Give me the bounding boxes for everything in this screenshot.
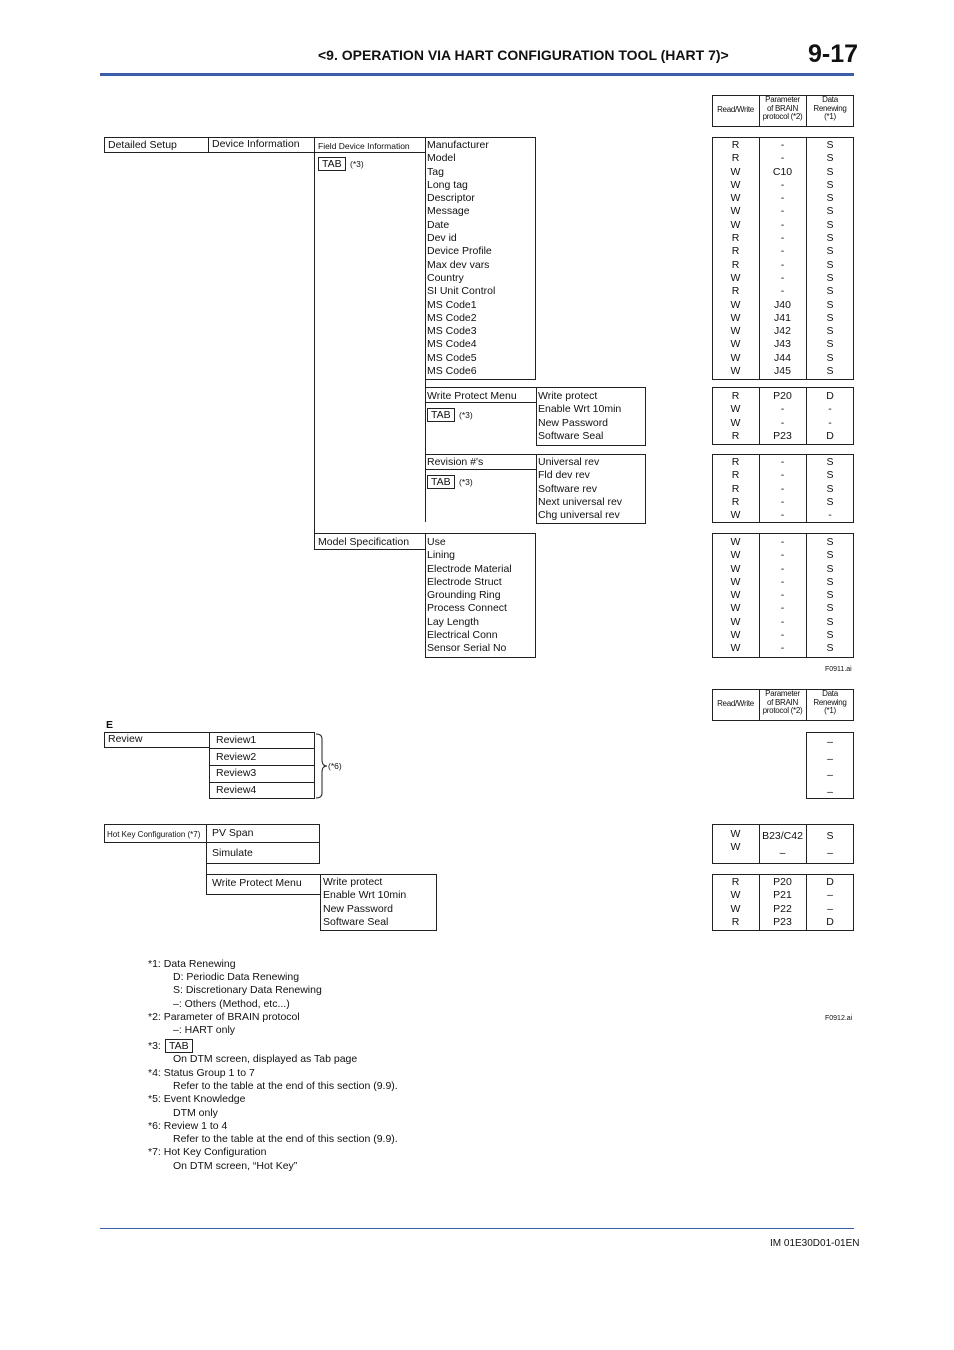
menu-item[interactable]: Fld dev rev — [538, 469, 590, 482]
table-cell: - — [780, 562, 785, 575]
review[interactable]: Review — [108, 733, 143, 745]
hk-param-col — [759, 828, 806, 862]
review-renew-col — [806, 734, 854, 800]
table-cell: - — [780, 589, 785, 602]
wp-list — [538, 390, 621, 443]
simulate[interactable]: Simulate — [212, 847, 253, 859]
table-cell: - — [780, 536, 785, 548]
table-cell: R — [731, 495, 740, 508]
table-cell: S — [826, 192, 834, 205]
table-cell: S — [826, 456, 834, 468]
table-cell: W — [730, 178, 741, 191]
menu-item[interactable]: New Password — [538, 416, 609, 429]
menu-item[interactable]: Write protect — [323, 876, 383, 888]
fdi-list — [427, 139, 495, 378]
table-cell: - — [780, 642, 785, 655]
table-cell: - — [780, 245, 785, 258]
wp-rw-col — [712, 876, 759, 929]
table-cell: S — [826, 365, 834, 378]
table-cell: S — [826, 536, 834, 548]
table-cell: - — [780, 602, 785, 615]
table-cell: R — [731, 139, 740, 151]
table-cell: D — [826, 390, 834, 402]
page-number: 9-17 — [808, 40, 859, 68]
menu-item[interactable]: MS Code2 — [427, 311, 477, 324]
table-cell: W — [730, 271, 741, 284]
table-cell: - — [780, 575, 785, 588]
table-cell: - — [780, 218, 785, 231]
table-cell: W — [730, 902, 741, 915]
table-cell: – — [827, 752, 833, 765]
table-cell: R — [731, 152, 740, 165]
menu-item[interactable]: MS Code4 — [427, 338, 477, 351]
menu-item[interactable]: Electrical Conn — [427, 629, 498, 642]
note: *5: Event Knowledge — [148, 1093, 246, 1105]
table-cell: S — [826, 575, 834, 588]
table-cell: - — [780, 192, 785, 205]
revision[interactable]: Revision #'s — [427, 456, 484, 468]
wp-renew-col — [806, 876, 854, 929]
ms-param-col — [759, 536, 806, 656]
fdi-renew-col — [806, 139, 854, 378]
table-cell: R — [731, 482, 740, 495]
tab-note: (*3) — [459, 410, 473, 420]
menu-item[interactable]: SI Unit Control — [427, 285, 496, 298]
table-cell: W — [730, 403, 741, 416]
figure-id: F0912.ai — [825, 1015, 853, 1022]
table-cell: S — [826, 218, 834, 231]
table-cell: S — [826, 482, 834, 495]
table-cell: - — [780, 615, 785, 628]
pv-span[interactable]: PV Span — [212, 827, 254, 839]
doc-id: IM 01E30D01-01EN — [770, 1238, 860, 1249]
header-rule — [100, 73, 854, 76]
table-cell: W — [730, 509, 741, 522]
table-cell: - — [780, 152, 785, 165]
table-cell: – — [779, 847, 786, 859]
table-cell: S — [826, 495, 834, 508]
table-cell: S — [826, 351, 834, 364]
menu-item[interactable]: Write protect — [538, 390, 598, 402]
note: On DTM screen, “Hot Key” — [173, 1160, 298, 1172]
menu-item[interactable]: Country — [427, 271, 464, 284]
table-cell: D — [826, 915, 834, 928]
ms-renew-col — [806, 536, 854, 656]
table-cell: C10 — [772, 165, 793, 178]
review-item[interactable]: Review3 — [216, 767, 257, 779]
device-information[interactable]: Device Information — [212, 138, 300, 150]
page-header-title: <9. OPERATION VIA HART CONFIGURATION TOOL (HART 7)> — [318, 47, 729, 63]
table-cell: W — [730, 642, 741, 655]
table-cell: – — [827, 736, 833, 748]
table-cell: W — [730, 311, 741, 324]
hk-rw-col — [712, 828, 759, 855]
menu-item[interactable]: Device Profile — [427, 245, 492, 258]
table-cell: S — [826, 469, 834, 482]
table-cell: J40 — [774, 298, 791, 311]
table-cell: D — [826, 429, 834, 442]
tab-marker: TAB — [165, 1039, 193, 1053]
note: *2: Parameter of BRAIN protocol — [148, 1011, 300, 1023]
menu-item[interactable]: Next universal rev — [538, 495, 623, 508]
table-cell: - — [780, 469, 785, 482]
menu-item[interactable]: Max dev vars — [427, 258, 490, 271]
menu-item[interactable]: Message — [427, 205, 470, 218]
tab-marker: TAB — [427, 408, 455, 422]
table-cell: R — [731, 258, 740, 271]
fdi-rw-col — [712, 139, 759, 378]
section-letter: E — [106, 719, 114, 731]
table-cell: - — [780, 258, 785, 271]
wp-rw-col — [712, 390, 759, 443]
table-cell: - — [780, 178, 785, 191]
table-cell: P23 — [773, 429, 792, 442]
table-cell: S — [826, 152, 834, 165]
write-protect-menu[interactable]: Write Protect Menu — [427, 390, 517, 402]
table-cell: W — [730, 828, 741, 840]
review-note: (*6) — [328, 761, 342, 771]
table-cell: B23/C42 — [762, 830, 803, 842]
table-cell: R — [731, 429, 740, 442]
ms-list — [427, 536, 512, 656]
model-specification[interactable]: Model Specification — [318, 536, 410, 548]
rev-param-col — [759, 456, 806, 522]
menu-item[interactable]: Model — [427, 152, 456, 165]
table-cell: - — [780, 509, 785, 522]
table-cell: W — [730, 602, 741, 615]
table-cell: R — [731, 232, 740, 245]
table-cell: S — [826, 232, 834, 245]
table-cell: P20 — [773, 390, 792, 402]
menu-item[interactable]: Software Seal — [323, 915, 389, 928]
table-cell: J43 — [774, 338, 791, 351]
table-cell: - — [828, 403, 832, 416]
table-cell: S — [826, 298, 834, 311]
table-cell: S — [826, 178, 834, 191]
fdi-param-col — [759, 139, 806, 378]
menu-item[interactable]: Grounding Ring — [427, 589, 501, 602]
note: D: Periodic Data Renewing — [173, 971, 300, 983]
table-cell: S — [826, 205, 834, 218]
table-cell: W — [730, 351, 741, 364]
menu-item[interactable]: Enable Wrt 10min — [538, 403, 622, 416]
table-cell: W — [730, 615, 741, 628]
table-cell: W — [730, 889, 741, 902]
table-cell: – — [827, 847, 833, 859]
table-cell: - — [780, 416, 785, 429]
menu-item[interactable]: Manufacturer — [427, 139, 489, 151]
brace-icon — [314, 733, 328, 799]
ms-rw-col — [712, 536, 759, 656]
table-cell: - — [780, 285, 785, 298]
table-cell: W — [730, 562, 741, 575]
table-cell: – — [827, 769, 833, 781]
table-cell: - — [780, 403, 785, 416]
table-cell: W — [730, 575, 741, 588]
field-device-information[interactable]: Field Device Information — [318, 141, 410, 151]
table-cell: J44 — [774, 351, 791, 364]
tab-marker: TAB — [427, 475, 455, 489]
table-cell: R — [731, 245, 740, 258]
table-cell: S — [826, 338, 834, 351]
rw-header: Read/Write — [717, 105, 754, 114]
table-cell: S — [826, 245, 834, 258]
renew-header: Data Renewing (*1) — [813, 689, 847, 716]
table-cell: W — [730, 365, 741, 378]
menu-item[interactable]: Enable Wrt 10min — [323, 889, 407, 902]
rev-renew-col — [806, 456, 854, 522]
menu-item[interactable]: Lay Length — [427, 615, 479, 628]
note: DTM only — [173, 1107, 218, 1119]
menu-item[interactable]: New Password — [323, 902, 394, 915]
tab-note: (*3) — [350, 159, 364, 169]
table-cell: - — [780, 232, 785, 245]
tab-note: (*3) — [459, 477, 473, 487]
table-cell: – — [827, 889, 833, 902]
detailed-setup[interactable]: Detailed Setup — [108, 139, 177, 151]
note: Refer to the table at the end of this section (9.9). — [173, 1133, 398, 1145]
table-cell: W — [730, 416, 741, 429]
table-cell: W — [730, 338, 741, 351]
table-cell: - — [780, 495, 785, 508]
menu-item[interactable]: Software rev — [538, 482, 597, 495]
table-cell: R — [731, 390, 740, 402]
rev-rw-col — [712, 456, 759, 522]
note: –: Others (Method, etc...) — [173, 998, 290, 1010]
table-cell: W — [730, 218, 741, 231]
table-cell: – — [827, 785, 833, 798]
table-cell: – — [827, 902, 833, 915]
table-cell: - — [780, 629, 785, 642]
menu-item[interactable]: Chg universal rev — [538, 509, 620, 522]
wp-renew-col — [806, 390, 854, 443]
table-cell: R — [731, 876, 740, 888]
table-cell: S — [826, 311, 834, 324]
rev-list — [538, 456, 622, 522]
table-cell: W — [730, 192, 741, 205]
figure-id: F0911.ai — [825, 666, 852, 673]
note: *7: Hot Key Configuration — [148, 1146, 267, 1158]
table-cell: P21 — [773, 889, 792, 902]
table-cell: S — [826, 629, 834, 642]
table-cell: R — [731, 469, 740, 482]
menu-item[interactable]: Sensor Serial No — [427, 642, 507, 655]
rw-header: Read/Write — [717, 699, 754, 708]
table-cell: P22 — [773, 902, 792, 915]
table-cell: S — [826, 285, 834, 298]
note: *1: Data Renewing — [148, 958, 236, 970]
table-cell: S — [826, 642, 834, 655]
table-cell: R — [731, 915, 740, 928]
menu-item[interactable]: Tag — [427, 165, 444, 178]
table-cell: W — [730, 629, 741, 642]
menu-item[interactable]: Date — [427, 218, 450, 231]
table-cell: D — [826, 876, 834, 888]
table-cell: W — [730, 298, 741, 311]
tab-marker: TAB — [318, 157, 346, 171]
review-item[interactable]: Review1 — [216, 734, 257, 746]
note: S: Discretionary Data Renewing — [173, 984, 322, 996]
menu-item[interactable]: Electrode Material — [427, 562, 512, 575]
menu-item[interactable]: Long tag — [427, 178, 468, 191]
menu-item[interactable]: Software Seal — [538, 429, 604, 442]
table-cell: - — [780, 482, 785, 495]
param-header: Parameter of BRAIN protocol (*2) — [762, 95, 803, 122]
renew-header: Data Renewing (*1) — [813, 95, 847, 122]
table-cell: J41 — [774, 311, 791, 324]
table-cell: J45 — [774, 365, 791, 378]
table-cell: S — [826, 562, 834, 575]
table-cell: S — [826, 258, 834, 271]
menu-item[interactable]: Dev id — [427, 232, 457, 245]
table-cell: R — [731, 456, 740, 468]
note: Refer to the table at the end of this section (9.9). — [173, 1080, 398, 1092]
menu-item[interactable]: Lining — [427, 549, 456, 562]
table-cell: S — [826, 830, 834, 842]
table-cell: W — [730, 325, 741, 338]
table-cell: S — [826, 165, 834, 178]
note: *4: Status Group 1 to 7 — [148, 1067, 255, 1079]
table-cell: - — [780, 205, 785, 218]
review-item[interactable]: Review2 — [216, 751, 257, 763]
wp-param-col — [759, 390, 806, 443]
note: *6: Review 1 to 4 — [148, 1120, 228, 1132]
menu-item[interactable]: MS Code5 — [427, 351, 477, 364]
note: –: HART only — [173, 1024, 236, 1036]
table-cell: S — [826, 549, 834, 562]
menu-item[interactable]: Use — [427, 536, 446, 548]
menu-item[interactable]: MS Code1 — [427, 298, 477, 311]
menu-item[interactable]: MS Code6 — [427, 365, 477, 378]
table-cell: - — [780, 549, 785, 562]
table-cell: S — [826, 325, 834, 338]
table-cell: W — [730, 165, 741, 178]
write-protect-menu[interactable]: Write Protect Menu — [212, 877, 302, 889]
table-cell: S — [826, 139, 834, 151]
table-cell: S — [826, 589, 834, 602]
hk-renew-col — [806, 828, 854, 862]
note: *3: — [148, 1040, 161, 1052]
wp-list — [323, 876, 406, 929]
menu-item[interactable]: Descriptor — [427, 192, 475, 205]
review-item[interactable]: Review4 — [216, 784, 257, 796]
table-cell: W — [730, 841, 741, 854]
table-cell: W — [730, 589, 741, 602]
table-cell: P20 — [773, 876, 792, 888]
table-cell: - — [828, 416, 832, 429]
table-cell: S — [826, 271, 834, 284]
table-cell: S — [826, 602, 834, 615]
table-cell: - — [828, 509, 832, 522]
table-cell: J42 — [774, 325, 791, 338]
table-cell: - — [780, 139, 785, 151]
table-cell: W — [730, 205, 741, 218]
table-cell: - — [780, 271, 785, 284]
table-cell: W — [730, 536, 741, 548]
menu-item[interactable]: MS Code3 — [427, 325, 477, 338]
menu-item[interactable]: Electrode Struct — [427, 575, 502, 588]
menu-item[interactable]: Process Connect — [427, 602, 507, 615]
wp-param-col — [759, 876, 806, 929]
table-cell: W — [730, 549, 741, 562]
footer-rule — [100, 1228, 854, 1229]
menu-item[interactable]: Universal rev — [538, 456, 600, 468]
table-cell: R — [731, 285, 740, 298]
table-cell: - — [780, 456, 785, 468]
table-cell: S — [826, 615, 834, 628]
note: On DTM screen, displayed as Tab page — [173, 1053, 358, 1065]
hot-key-configuration[interactable]: Hot Key Configuration (*7) — [107, 830, 201, 839]
table-cell: P23 — [773, 915, 792, 928]
param-header: Parameter of BRAIN protocol (*2) — [762, 689, 803, 716]
